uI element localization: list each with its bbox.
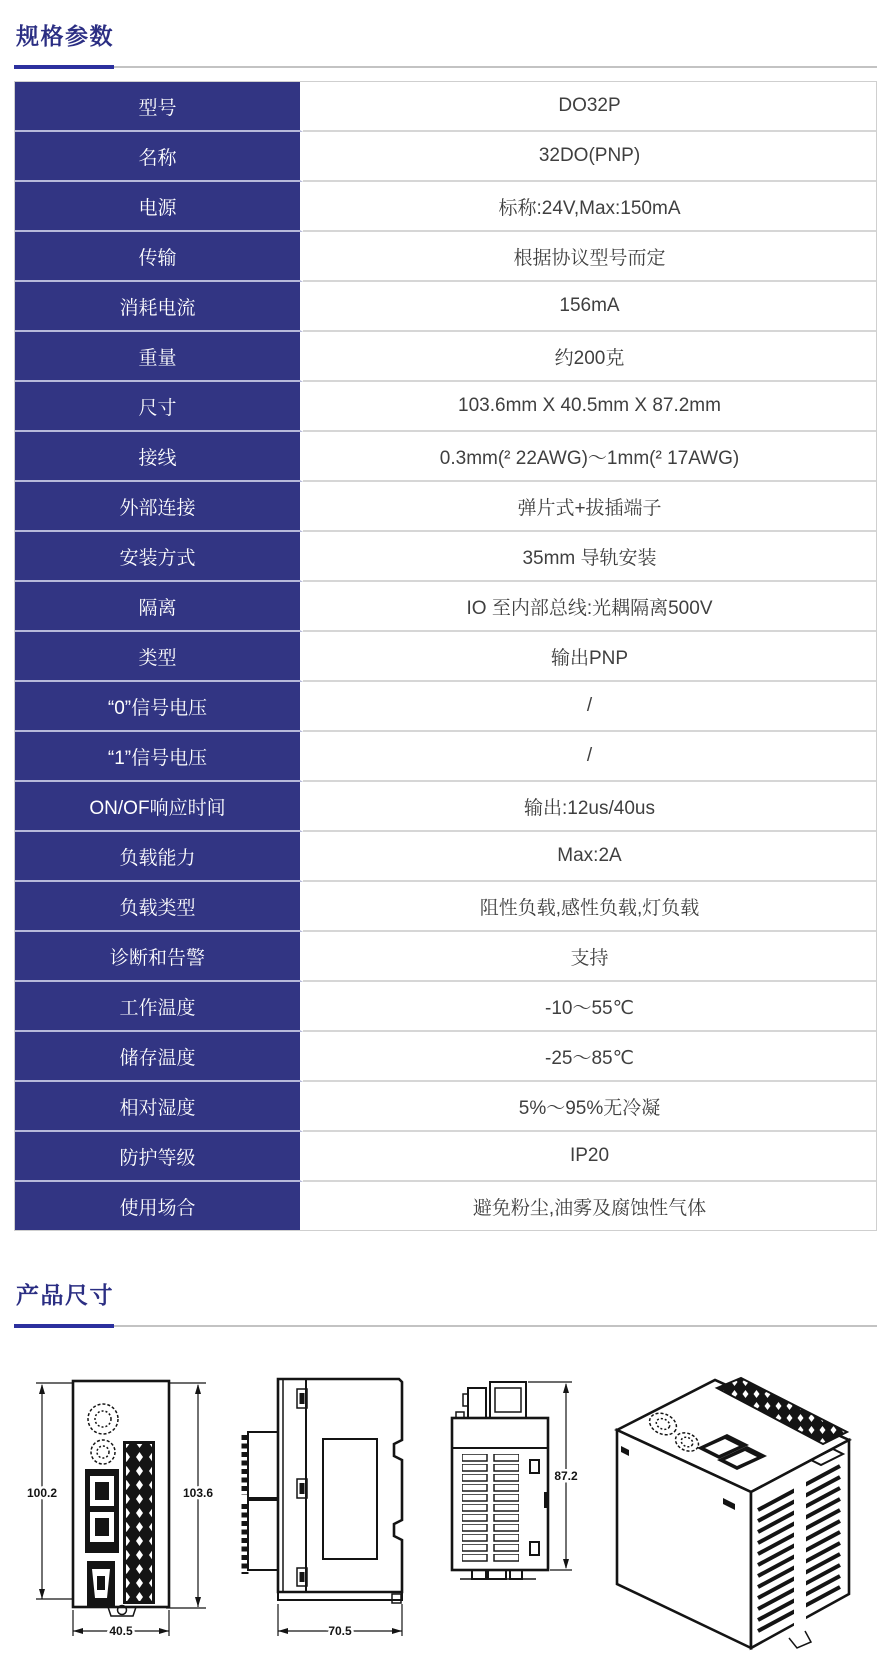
spec-row-label: “0”信号电压: [15, 682, 303, 732]
isometric-view-drawing: [597, 1352, 875, 1662]
rule-accent-line: [14, 65, 114, 69]
spec-row-value: 根据协议型号而定: [303, 232, 876, 282]
spec-row-label: 传输: [15, 232, 303, 282]
spec-table-row: [15, 682, 876, 732]
side-view-drawing: [226, 1352, 426, 1662]
spec-table-row: [15, 82, 876, 132]
spec-table-row: [15, 532, 876, 582]
spec-row-label: 型号: [15, 82, 303, 132]
dimension-drawings: [14, 1352, 877, 1664]
spec-row-value: 阻性负载,感性负载,灯负载: [303, 882, 876, 932]
front-dim-right: 103.6: [182, 1486, 214, 1500]
spec-row-label: 安装方式: [15, 532, 303, 582]
front-dim-left: 100.2: [26, 1486, 58, 1500]
spec-row-value: 避免粉尘,油雾及腐蚀性气体: [303, 1182, 876, 1230]
spec-row-label: 消耗电流: [15, 282, 303, 332]
dimension-section: [14, 1277, 877, 1664]
spec-row-label: 负载类型: [15, 882, 303, 932]
spec-table-row: [15, 932, 876, 982]
spec-table-row: [15, 1182, 876, 1230]
spec-table-row: [15, 882, 876, 932]
section-rule: [14, 65, 877, 69]
spec-row-value: 5%～95%无冷凝: [303, 1082, 876, 1132]
rule-gray-line: [14, 66, 877, 68]
rule-gray-line: [14, 1325, 877, 1327]
spec-table-row: [15, 282, 876, 332]
spec-row-label: ON/OF响应时间: [15, 782, 303, 832]
spec-table-row: [15, 132, 876, 182]
dimension-section-title: 产品尺寸: [16, 1282, 114, 1308]
spec-table-row: [15, 1132, 876, 1182]
spec-table-row: [15, 582, 876, 632]
spec-table-row: [15, 632, 876, 682]
spec-table-row: [15, 1032, 876, 1082]
spec-table-row: [15, 982, 876, 1032]
spec-row-value: IP20: [303, 1132, 876, 1182]
spec-row-value: 32DO(PNP): [303, 132, 876, 182]
spec-table-row: [15, 482, 876, 532]
spec-row-label: “1”信号电压: [15, 732, 303, 782]
spec-row-label: 尺寸: [15, 382, 303, 432]
side-dim-bottom: 70.5: [328, 1624, 353, 1638]
spec-table-row: [15, 182, 876, 232]
spec-row-value: 0.3mm(² 22AWG)～1mm(² 17AWG): [303, 432, 876, 482]
spec-row-label: 外部连接: [15, 482, 303, 532]
spec-table-row: [15, 782, 876, 832]
spec-section: [14, 18, 877, 1231]
spec-row-label: 诊断和告警: [15, 932, 303, 982]
spec-row-label: 负载能力: [15, 832, 303, 882]
front-view-drawing: [16, 1352, 221, 1662]
spec-row-label: 防护等级: [15, 1132, 303, 1182]
spec-row-value: /: [303, 732, 876, 782]
spec-row-value: 156mA: [303, 282, 876, 332]
spec-table: [14, 81, 877, 1231]
spec-table-row: [15, 1082, 876, 1132]
rule-accent-line: [14, 1324, 114, 1328]
section-rule: [14, 1324, 877, 1328]
spec-row-value: 输出PNP: [303, 632, 876, 682]
spec-row-value: Max:2A: [303, 832, 876, 882]
spec-table-row: [15, 382, 876, 432]
spec-row-value: 支持: [303, 932, 876, 982]
spec-row-value: 35mm 导轨安装: [303, 532, 876, 582]
spec-table-row: [15, 832, 876, 882]
spec-table-row: [15, 432, 876, 482]
spec-row-value: 输出:12us/40us: [303, 782, 876, 832]
spec-row-label: 重量: [15, 332, 303, 382]
spec-row-label: 类型: [15, 632, 303, 682]
spec-table-row: [15, 732, 876, 782]
spec-row-label: 使用场合: [15, 1182, 303, 1230]
spec-section-title: 规格参数: [16, 23, 114, 49]
rear-dim-right: 87.2: [553, 1469, 578, 1483]
spec-row-label: 隔离: [15, 582, 303, 632]
rear-view-drawing: [432, 1352, 592, 1662]
spec-table-row: [15, 332, 876, 382]
spec-table-row: [15, 232, 876, 282]
spec-row-label: 工作温度: [15, 982, 303, 1032]
spec-row-value: /: [303, 682, 876, 732]
spec-row-value: 103.6mm X 40.5mm X 87.2mm: [303, 382, 876, 432]
spec-row-value: DO32P: [303, 82, 876, 132]
spec-row-value: 约200克: [303, 332, 876, 382]
spec-row-value: 弹片式+拔插端子: [303, 482, 876, 532]
front-dim-bottom: 40.5: [109, 1624, 133, 1638]
spec-row-value: -25～85℃: [303, 1032, 876, 1082]
spec-table-body: [15, 82, 876, 1230]
spec-row-label: 名称: [15, 132, 303, 182]
spec-row-label: 相对湿度: [15, 1082, 303, 1132]
spec-row-label: 电源: [15, 182, 303, 232]
spec-row-value: IO 至内部总线:光耦隔离500V: [303, 582, 876, 632]
spec-row-value: -10～55℃: [303, 982, 876, 1032]
spec-row-label: 接线: [15, 432, 303, 482]
spec-row-label: 储存温度: [15, 1032, 303, 1082]
spec-row-value: 标称:24V,Max:150mA: [303, 182, 876, 232]
